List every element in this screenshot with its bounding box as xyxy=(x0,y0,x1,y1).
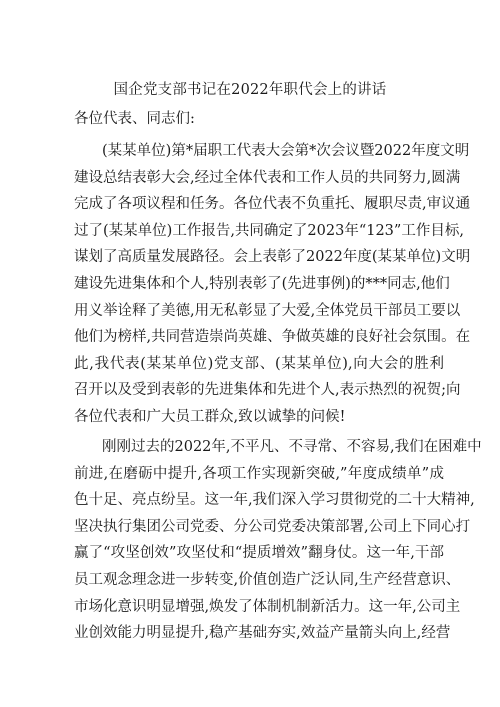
paragraph-line: (某某单位)第*届职工代表大会第*次会议暨2022年度文明 xyxy=(102,143,470,159)
paragraph-line: 各位代表和广大员工群众,致以诚挚的问候! xyxy=(74,408,346,425)
paragraph-line: 员工观念理念进一步转变,价值创造广泛认同,生产经营意识、 xyxy=(74,571,461,588)
salutation: 各位代表、同志们: xyxy=(74,111,195,127)
paragraph-opening xyxy=(74,138,471,431)
paragraph-line: 刚刚过去的2022年,不平凡、不寻常、不容易,我们在困难中 xyxy=(102,439,482,455)
paragraph-line: 建设先进集体和个人,特别表彰了(先进事例)的***同志,他们 xyxy=(74,275,450,292)
paragraph-line: 市场化意识明显增强,焕发了体制机制新活力。这一年,公司主 xyxy=(74,598,461,615)
paragraph-line: 业创效能力明显提升,稳产基础夯实,效益产量箭头向上,经营 xyxy=(74,625,451,642)
paragraph-line: 赢了“攻坚创效”攻坚仗和“提质增效”翻身仗。这一年,干部 xyxy=(74,545,444,562)
paragraph-line: 谋划了高质量发展路径。会上表彰了2022年度(某某单位)文明 xyxy=(74,249,471,266)
document-title: 国企党支部书记在2022年职代会上的讲话 xyxy=(113,82,387,98)
paragraph-line: 完成了各项议程和任务。各位代表不负重托、履职尽责,审议通 xyxy=(74,196,471,213)
paragraph-line: 他们为榜样,共同营造崇尚英雄、争做英雄的良好社会氛围。在 xyxy=(74,329,471,346)
paragraph-line: 召开以及受到表彰的先进集体和先进个人,表示热烈的祝贺;向 xyxy=(74,382,461,399)
paragraph-line: 此,我代表(某某单位)党支部、(某某单位),向大会的胜利 xyxy=(74,355,444,372)
paragraph-line: 建设总结表彰大会,经过全体代表和工作人员的共同努力,圆满 xyxy=(74,169,461,186)
paragraph-line: 坚决执行集团公司党委、分公司党委决策部署,公司上下同心打 xyxy=(74,518,471,535)
paragraph-line: 过了(某某单位)工作报告,共同确定了2023年“123”工作目标, xyxy=(74,222,464,239)
paragraph-review-2022 xyxy=(74,434,482,647)
paragraph-line: 色十足、亮点纷呈。这一年,我们深入学习贯彻党的二十大精神, xyxy=(74,492,475,509)
paragraph-line: 用义举诠释了美德,用无私彰显了大爱,全体党员干部员工要以 xyxy=(74,302,461,319)
paragraph-line: 前进,在磨砺中提升,各项工作实现新突破,”年度成绩单”成 xyxy=(74,465,444,482)
